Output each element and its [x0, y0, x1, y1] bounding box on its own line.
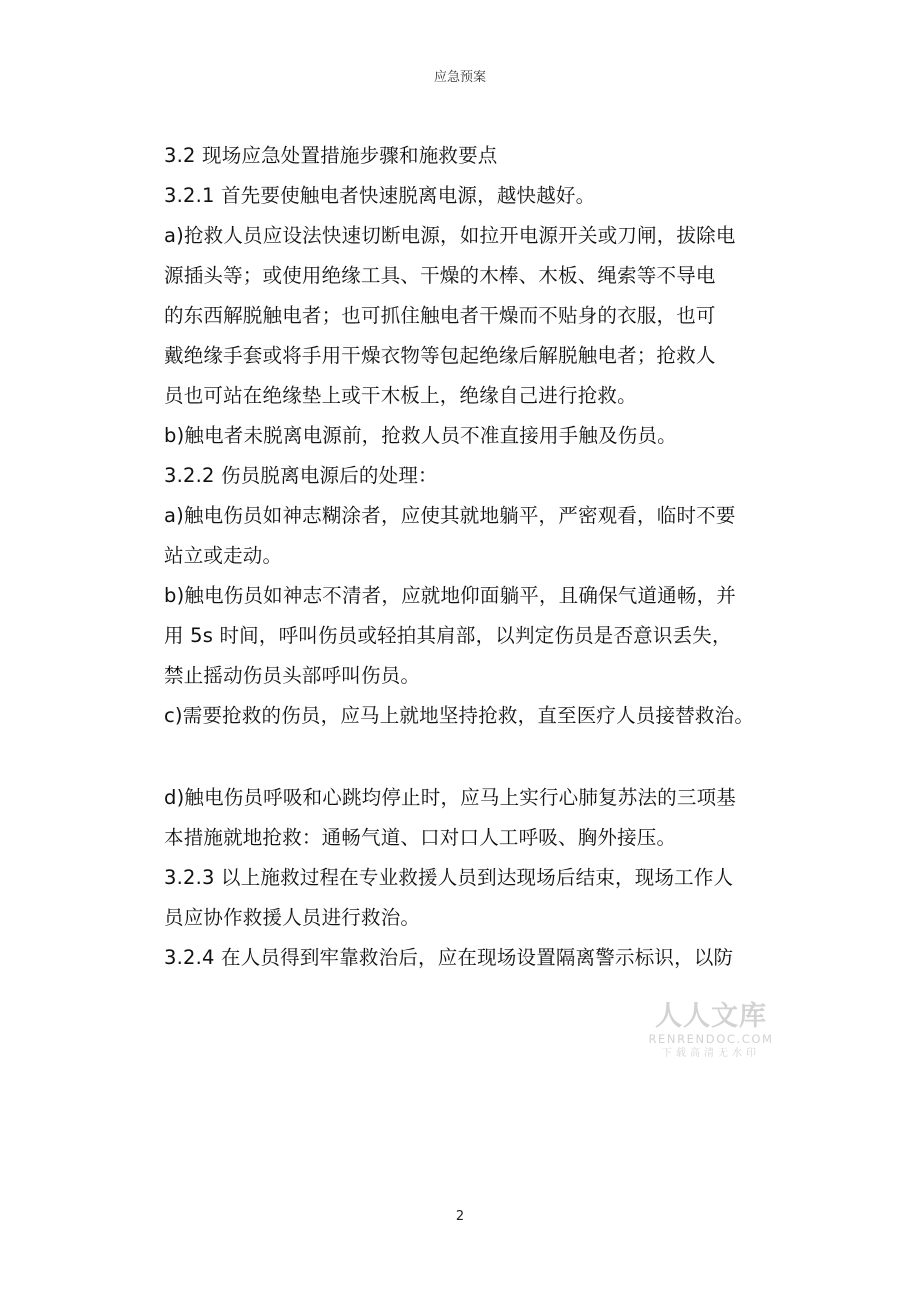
- watermark-domain: RENRENDOC.COM: [648, 1032, 774, 1046]
- subsection-heading: 3.2.2 伤员脱离电源后的处理：: [164, 464, 438, 487]
- watermark-title: 人人文库: [655, 1001, 767, 1032]
- paragraph-line: 源插头等；或使用绝缘工具、干燥的木棒、木板、绳索等不导电: [164, 264, 716, 287]
- subsection-heading: 3.2.1 首先要使触电者快速脱离电源，越快越好。: [164, 184, 596, 207]
- paragraph-line: a)抢救人员应设法快速切断电源，如拉开电源开关或刀闸，拔除电: [164, 224, 736, 247]
- paragraph-line: 3.2.3 以上施救过程在专业救援人员到达现场后结束，现场工作人: [164, 866, 734, 889]
- document-body: [164, 136, 804, 978]
- page-number: 2: [455, 1209, 465, 1224]
- paragraph-line: 员也可站在绝缘垫上或干木板上，绝缘自己进行抢救。: [164, 384, 637, 407]
- page-header: 应急预案: [433, 70, 486, 85]
- section-heading: 3.2 现场应急处置措施步骤和施救要点: [164, 144, 498, 167]
- paragraph-line: 站立或走动。: [164, 544, 283, 567]
- paragraph-line: 3.2.4 在人员得到牢靠救治后，应在现场设置隔离警示标识，以防: [164, 946, 734, 969]
- paragraph-line: 戴绝缘手套或将手用干燥衣物等包起绝缘后解脱触电者；抢救人: [164, 344, 716, 367]
- watermark-tagline: 下载高清无水印: [662, 1048, 760, 1059]
- paragraph-line: c)需要抢救的伤员，应马上就地坚持抢救，直至医疗人员接替救治。: [164, 704, 755, 727]
- paragraph-line: d)触电伤员呼吸和心跳均停止时，应马上实行心肺复苏法的三项基: [164, 786, 736, 809]
- paragraph-gap: [164, 736, 804, 778]
- paragraph-line: b)触电伤员如神志不清者，应就地仰面躺平，且确保气道通畅，并: [164, 584, 736, 607]
- paragraph-line: 本措施就地抢救：通畅气道、口对口人工呼吸、胸外接压。: [164, 826, 677, 849]
- paragraph-line: b)触电者未脱离电源前，抢救人员不准直接用手触及伤员。: [164, 424, 677, 447]
- paragraph-line: 的东西解脱触电者；也可抓住触电者干燥而不贴身的衣服，也可: [164, 304, 716, 327]
- paragraph-line: 禁止摇动伤员头部呼叫伤员。: [164, 664, 421, 687]
- watermark: [646, 1002, 776, 1062]
- paragraph-line: 用 5s 时间，呼叫伤员或轻拍其肩部，以判定伤员是否意识丢失，: [164, 624, 732, 647]
- paragraph-line: 员应协作救援人员进行救治。: [164, 906, 421, 929]
- paragraph-line: a)触电伤员如神志糊涂者，应使其就地躺平，严密观看，临时不要: [164, 504, 736, 527]
